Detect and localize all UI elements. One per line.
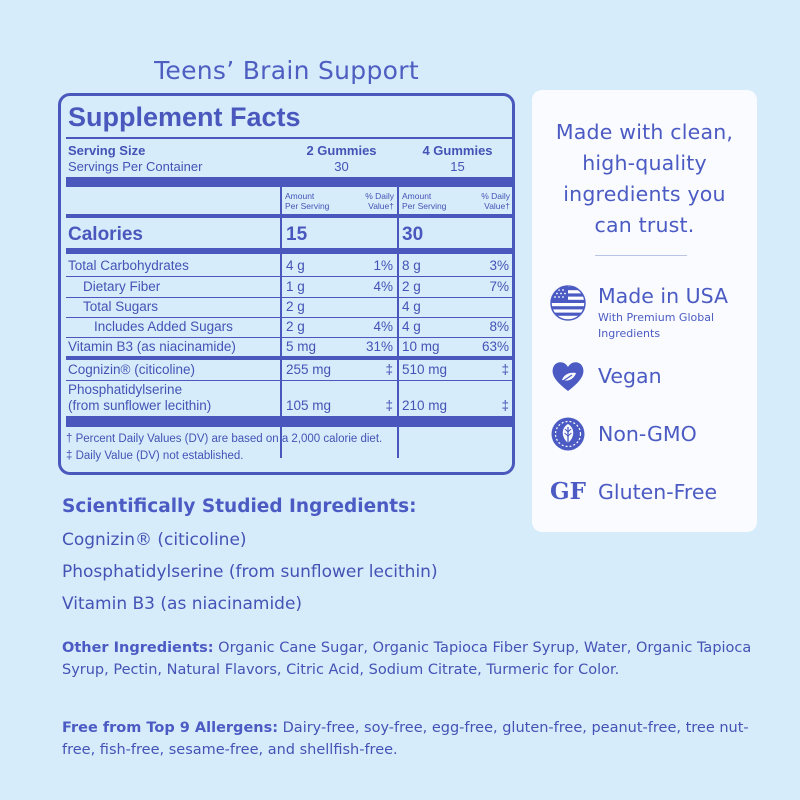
col2-servings: 15 xyxy=(450,159,465,174)
divider xyxy=(66,214,513,218)
nutrient-dv: 7% xyxy=(489,279,509,294)
servings-per-container-label: Servings Per Container xyxy=(68,159,203,174)
badge-vegan xyxy=(550,358,662,394)
nutrient-dv: 4% xyxy=(373,319,393,334)
divider xyxy=(66,317,513,318)
amount-label: Amount Per Serving xyxy=(285,191,330,211)
product-title: Teens’ Brain Support xyxy=(154,56,419,85)
nutrient-amount: 1 g xyxy=(286,279,305,294)
nutrient-amount: 4 g xyxy=(286,258,305,273)
divider xyxy=(66,356,513,360)
nutrient-dv: 1% xyxy=(373,258,393,273)
benefits-card xyxy=(532,90,757,532)
nutrient-amount: 4 g xyxy=(402,319,421,334)
us-flag-icon xyxy=(550,285,586,321)
allergen-statement: Free from Top 9 Allergens: Dairy-free, soy-free, egg-free, gluten-free, peanut-free, tree nut-free, fish-free, sesame-free, and shellfish-free. xyxy=(62,720,749,758)
nutrient-amount: 255 mg xyxy=(286,362,332,377)
nutrient-name: Dietary Fiber xyxy=(83,279,161,294)
divider xyxy=(66,137,513,139)
col1-servings: 30 xyxy=(334,159,349,174)
badge-label: Made in USA xyxy=(598,284,729,308)
ingredient-item: Phosphatidylserine (from sunflower lecithin) xyxy=(62,562,438,582)
nutrient-dv: 3% xyxy=(489,258,509,273)
badge-gluten-free xyxy=(550,476,717,512)
nutrient-amount: 105 mg xyxy=(286,398,332,413)
calories-value-2: 30 xyxy=(402,224,424,245)
serving-size-label: Serving Size xyxy=(68,143,146,158)
divider xyxy=(595,255,687,256)
supplement-facts-panel xyxy=(58,93,515,475)
nutrient-name: Total Carbohydrates xyxy=(68,258,189,273)
badge-sublabel: With Premium Global Ingredients xyxy=(598,311,715,340)
nutrient-name-line2: (from sunflower lecithin) xyxy=(68,398,212,413)
nutrient-name: Phosphatidylserine xyxy=(68,382,183,397)
facts-heading: Supplement Facts xyxy=(68,102,301,132)
badge-label: Gluten-Free xyxy=(598,480,718,504)
divider xyxy=(66,337,513,338)
amount-label: Amount Per Serving xyxy=(402,191,447,211)
footnote-dv: † Percent Daily Values (DV) are based on a 2,000 calorie diet. xyxy=(66,433,383,445)
leaf-badge-icon xyxy=(550,416,586,452)
nutrient-amount: 8 g xyxy=(402,258,421,273)
nutrient-amount: 4 g xyxy=(402,299,421,314)
calories-value-1: 15 xyxy=(286,224,308,245)
nutrient-dv: ‡ xyxy=(385,362,393,377)
nutrient-name: Vitamin B3 (as niacinamide) xyxy=(68,339,236,354)
nutrient-name: Total Sugars xyxy=(83,299,159,314)
ingredient-item: Vitamin B3 (as niacinamide) xyxy=(62,594,303,614)
nutrient-amount: 2 g xyxy=(286,299,305,314)
divider xyxy=(66,380,513,381)
badge-label: Non-GMO xyxy=(598,422,697,446)
nutrient-amount: 210 mg xyxy=(402,398,448,413)
col1-serving: 2 Gummies xyxy=(306,143,377,158)
scientific-heading: Scientifically Studied Ingredients: xyxy=(62,496,417,517)
other-ingredients: Other Ingredients: Organic Cane Sugar, Organic Tapioca Fiber Syrup, Water, Organic Tapioca Syrup, Pectin, Natural Flavors, Citric Acid, Sodium Citrate, Turmeric for Color. xyxy=(62,640,752,678)
ingredient-item: Cognizin® (citicoline) xyxy=(62,530,247,550)
nutrient-dv: ‡ xyxy=(385,398,393,413)
thick-divider xyxy=(66,416,513,427)
badge-made-in-usa xyxy=(550,285,728,342)
nutrient-dv: 8% xyxy=(489,319,509,334)
thick-divider xyxy=(66,248,513,254)
nutrient-amount: 10 mg xyxy=(402,339,440,354)
dv-label: % Daily Value† xyxy=(481,191,510,211)
divider xyxy=(66,276,513,277)
nutrient-amount: 2 g xyxy=(286,319,305,334)
badge-label: Vegan xyxy=(598,364,662,388)
nutrient-amount: 5 mg xyxy=(286,339,317,354)
divider xyxy=(66,297,513,298)
gf-icon: GF xyxy=(550,478,586,505)
nutrient-dv: ‡ xyxy=(501,398,509,413)
card-tagline: Made with clean, high-quality ingredients you can trust. xyxy=(555,120,734,237)
thick-divider xyxy=(66,177,513,187)
nutrient-dv: 63% xyxy=(481,339,509,354)
calories-label: Calories xyxy=(68,224,143,245)
heart-icon xyxy=(550,358,586,394)
nutrient-name: Cognizin® (citicoline) xyxy=(68,362,195,377)
nutrient-dv: ‡ xyxy=(501,362,509,377)
col2-serving: 4 Gummies xyxy=(422,143,493,158)
badge-non-gmo xyxy=(550,416,697,452)
nutrient-amount: 2 g xyxy=(402,279,421,294)
nutrient-dv: 31% xyxy=(365,339,393,354)
nutrient-name: Includes Added Sugars xyxy=(94,319,233,334)
nutrient-amount: 510 mg xyxy=(402,362,448,377)
dv-label: % Daily Value† xyxy=(365,191,394,211)
nutrient-dv: 4% xyxy=(373,279,393,294)
footnote-not-established: ‡ Daily Value (DV) not established. xyxy=(66,450,244,462)
